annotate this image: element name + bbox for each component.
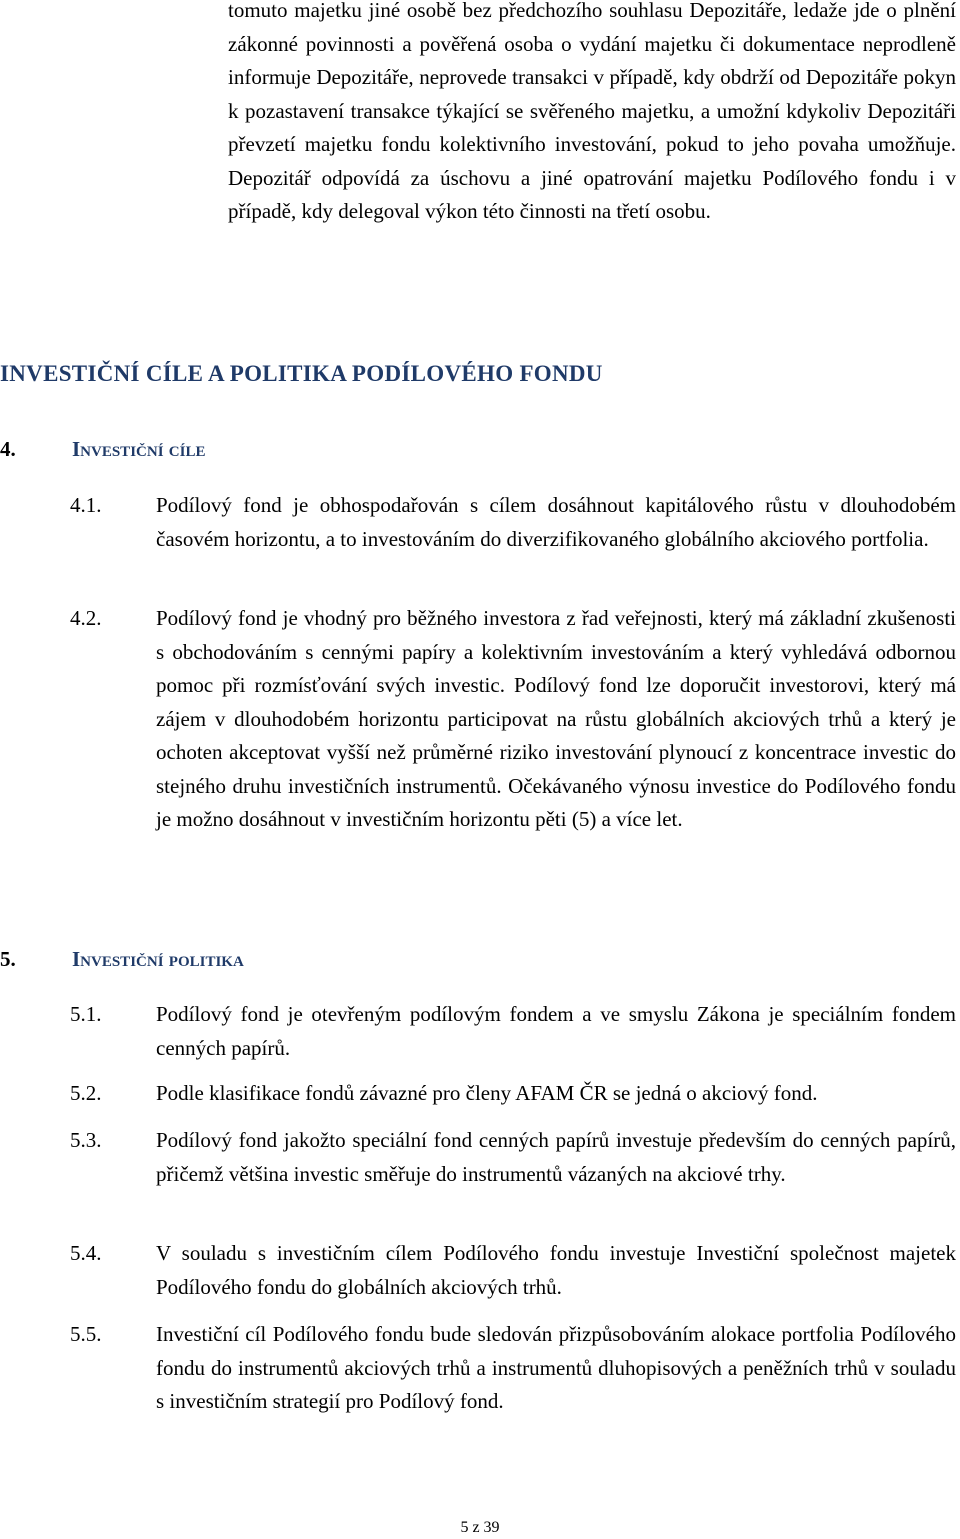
section-title: Investiční politika [72,947,244,971]
section-number: 4. [0,437,16,461]
item-number: 5.5. [70,1322,102,1346]
item-number: 5.1. [70,1002,102,1026]
intro-paragraph: tomuto majetku jiné osobě bez předchozího souhlasu Depozitáře, ledaže jde o plnění zákonné povinnosti a pověřená osoba o vydání majetku či dokumentace neprodleně informuje Depozitáře, neprovede transakci v případě, kdy obdrží od Depozitáře pokyn k pozastavení transakce týkající se svěřeného majetku, a umožní kdykoliv Depozitáři převzetí majetku fondu kolektivního investování, pokud to jeho povaha umožňuje. Depozitář odpovídá za úschovu a jiné opatrování majetku Podílového fondu i v případě, kdy delegoval výkon této činnosti na třetí osobu. [228,0,956,223]
item-text: Podílový fond je obhospodařován s cílem dosáhnout kapitálového růstu v dlouhodobém časovém horizontu, a to investováním do diverzifikovaného globálního akciového portfolia. [156,493,956,551]
item-text: Podílový fond jakožto speciální fond cenných papírů investuje především do cenných papírů, přičemž většina investic směřuje do instrumentů vázaných na akciové trhy. [156,1128,956,1186]
section-heading-4 [0,437,205,462]
item-number: 5.3. [70,1128,102,1152]
item-number: 5.2. [70,1081,102,1105]
section-title: Investiční cíle [72,437,206,461]
item-text: Investiční cíl Podílového fondu bude sledován přizpůsobováním alokace portfolia Podílového fondu do instrumentů akciových trhů a instrumentů dluhopisových a peněžních trhů v souladu s investičním strategií pro Podílový fond. [156,1322,956,1413]
item-text: V souladu s investičním cílem Podílového fondu investuje Investiční společnost majetek Podílového fondu do globálních akciových trhů. [156,1241,956,1299]
section-number: 5. [0,947,16,971]
list-item-5-3 [70,1124,956,1191]
list-item-4-1 [70,489,956,556]
list-item-5-4 [70,1237,956,1304]
list-item-5-2 [70,1077,956,1111]
main-heading: INVESTIČNÍ CÍLE A POLITIKA PODÍLOVÉHO FONDU [0,361,603,386]
item-text: Podle klasifikace fondů závazné pro členy AFAM ČR se jedná o akciový fond. [156,1081,818,1105]
list-item-4-2 [70,602,956,837]
list-item-5-1 [70,998,956,1065]
page-number: 5 z 39 [460,1519,500,1536]
section-heading-5 [0,947,244,972]
item-number: 4.1. [70,493,102,517]
item-number: 4.2. [70,606,102,630]
item-text: Podílový fond je vhodný pro běžného investora z řad veřejnosti, který má základní zkušenosti s obchodováním s cennými papíry a kolektivním investováním a který vyhledává odbornou pomoc při rozmísťování svých investic. Podílový fond lze doporučit investorovi, který má zájem v dlouhodobém horizontu participovat na růstu globálních akciových trhů a který je ochoten akceptovat vyšší než průměrné riziko investování plynoucí z koncentrace investic do stejného druhu investičních instrumentů. Očekávaného výnosu investice do Podílového fondu je možno dosáhnout v investičním horizontu pěti (5) a více let. [156,606,956,831]
item-text: Podílový fond je otevřeným podílovým fondem a ve smyslu Zákona je speciálním fondem cenných papírů. [156,1002,956,1060]
item-number: 5.4. [70,1241,102,1265]
list-item-5-5 [70,1318,956,1419]
